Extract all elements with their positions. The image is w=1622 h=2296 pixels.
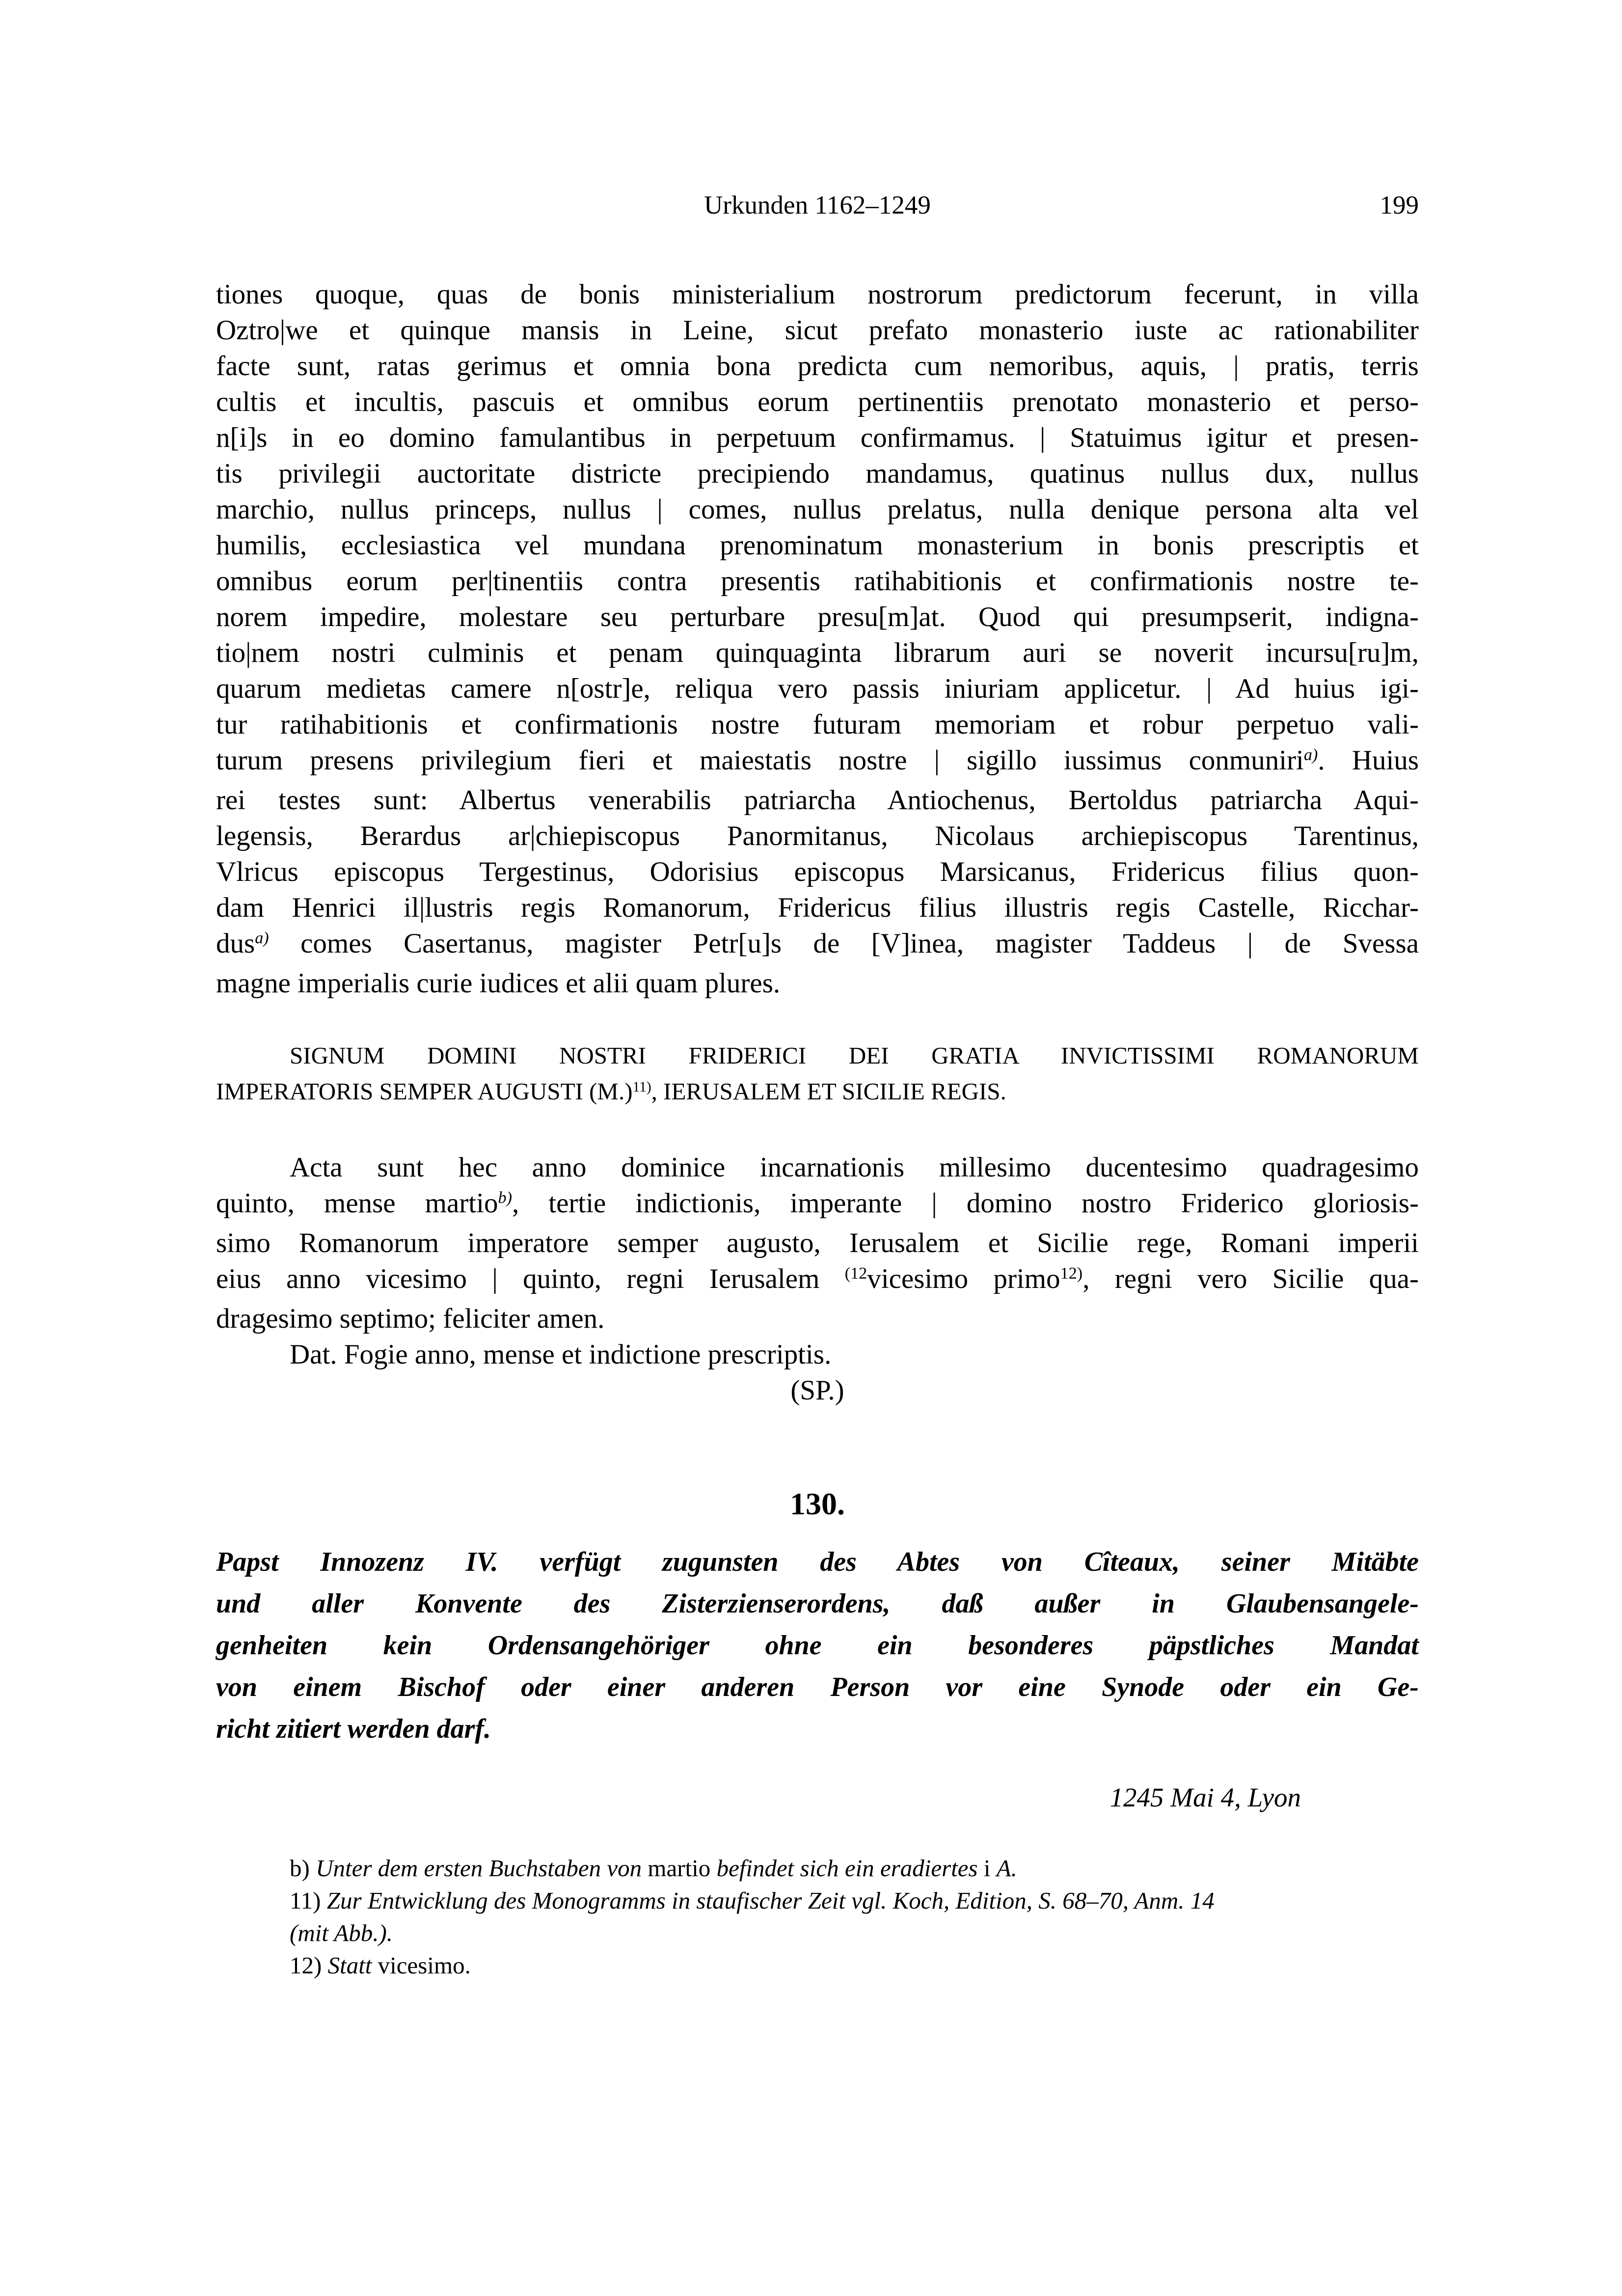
text-line: legensis, Berardus ar|chiepiscopus Panormitanus, Nicolaus archiepiscopus Tarentinus, bbox=[216, 820, 1419, 851]
text-line: 12) Statt vicesimo. bbox=[290, 1952, 471, 1979]
text-line: b) Unter dem ersten Buchstaben von martio befindet sich ein eradiertes i A. bbox=[290, 1855, 1017, 1882]
header-title: Urkunden 1162–1249 bbox=[704, 191, 931, 219]
text-line: von einem Bischof oder einer anderen Person vor eine Synode oder ein Ge- bbox=[216, 1672, 1419, 1702]
text-line: Dat. Fogie anno, mense et indictione prescriptis. bbox=[290, 1339, 832, 1370]
footnote-marker: a) bbox=[1303, 746, 1318, 765]
text-line: Acta sunt hec anno dominice incarnationis millesimo ducentesimo quadragesimo bbox=[290, 1152, 1419, 1183]
charter-129-acta bbox=[216, 1149, 1419, 1337]
text-line: dragesimo septimo; feliciter amen. bbox=[216, 1303, 605, 1334]
text-line: tiones quoque, quas de bonis ministerialium nostrorum predictorum fecerunt, in villa bbox=[216, 279, 1419, 310]
text-line: eius anno vicesimo | quinto, regni Ierusalem $^{(12}$vicesimo primo$^{12)}$, regni vero Sicilie qua- bbox=[216, 1263, 1419, 1294]
footnote-marker: a) bbox=[255, 929, 269, 948]
text-line: norem impedire, molestare seu perturbare presu[m]at. Quod qui presumpserit, indigna- bbox=[216, 601, 1419, 632]
text-line: tur ratihabitionis et confirmationis nostre futuram memoriam et robur perpetuo vali- bbox=[216, 709, 1419, 740]
text-line: tis privilegii auctoritate districte precipiendo mandamus, quatinus nullus dux, nullus bbox=[216, 458, 1419, 489]
seal-note: (SP.) bbox=[790, 1375, 844, 1406]
text-line: genheiten kein Ordensangehöriger ohne ein besonderes päpstliches Mandat bbox=[216, 1630, 1419, 1661]
text-line: quinto, mense martio$^{b)}$, tertie indictionis, imperante | domino nostro Friderico gloriosis- bbox=[216, 1188, 1419, 1219]
charter-130-summary bbox=[216, 1541, 1419, 1750]
charter-129-text bbox=[216, 276, 1419, 1001]
running-header bbox=[216, 189, 1419, 221]
charter-130-date: 1245 Mai 4, Lyon bbox=[1109, 1782, 1301, 1812]
text-line: simo Romanorum imperatore semper augusto, Ierusalem et Sicilie rege, Romani imperii bbox=[216, 1228, 1419, 1258]
text-line: Papst Innozenz IV. verfügt zugunsten des Abtes von Cîteaux, seiner Mitäbte bbox=[216, 1547, 1419, 1577]
text-line: n[i]s in eo domino famulantibus in perpetuum confirmamus. | Statuimus igitur et presen- bbox=[216, 422, 1419, 453]
text-line: turum presens privilegium fieri et maiestatis nostre | sigillo iussimus conmuniri$^{a)}$. Huius bbox=[216, 745, 1419, 776]
footnote-marker: 12) bbox=[1060, 1264, 1083, 1283]
text-line: (mit Abb.). bbox=[290, 1919, 393, 1946]
text-line: humilis, ecclesiastica vel mundana prenominatum monasterium in bonis prescriptis et bbox=[216, 530, 1419, 561]
text-line: richt zitiert werden darf. bbox=[216, 1714, 491, 1744]
text-line: marchio, nullus princeps, nullus | comes, nullus prelatus, nulla denique persona alta vel bbox=[216, 494, 1419, 525]
text-line: rei testes sunt: Albertus venerabilis patriarcha Antiochenus, Bertoldus patriarcha Aqui- bbox=[216, 785, 1419, 816]
text-line: SIGNUM DOMINI NOSTRI FRIDERICI DEI GRATIA INVICTISSIMI ROMANORUM bbox=[290, 1042, 1419, 1069]
text-line: facte sunt, ratas gerimus et omnia bona predicta cum nemoribus, aquis, | pratis, terris bbox=[216, 351, 1419, 382]
text-line: omnibus eorum per|tinentiis contra presentis ratihabitionis et confirmationis nostre te- bbox=[216, 566, 1419, 597]
text-line: 11) Zur Entwicklung des Monogramms in staufischer Zeit vgl. Koch, Edition, S. 68–70, Anm. 14 bbox=[290, 1887, 1215, 1914]
text-line: magne imperialis curie iudices et alii quam plures. bbox=[216, 968, 781, 999]
charter-129-signum bbox=[216, 1038, 1419, 1113]
text-line: tio|nem nostri culminis et penam quinquaginta librarum auri se noverit incursu[ru]m, bbox=[216, 637, 1419, 668]
text-line: IMPERATORIS SEMPER AUGUSTI $(M.)^{11)}$, IERUSALEM ET SICILIE REGIS. bbox=[216, 1078, 1006, 1105]
charter-130-number: 130. bbox=[790, 1486, 845, 1521]
text-line: und aller Konvente des Zisterzienserordens, daß außer in Glaubensangele- bbox=[216, 1588, 1419, 1619]
text-line: quarum medietas camere n[ostr]e, reliqua vero passis iniuriam applicetur. | Ad huius igi- bbox=[216, 673, 1419, 704]
text-line: Vlricus episcopus Tergestinus, Odorisius episcopus Marsicanus, Fridericus filius quon- bbox=[216, 856, 1419, 887]
page-number: 199 bbox=[1379, 191, 1419, 219]
text-line: dam Henrici il|lustris regis Romanorum, Fridericus filius illustris regis Castelle, Ricchar- bbox=[216, 892, 1419, 923]
footnote-marker: b) bbox=[498, 1189, 512, 1207]
text-line: Oztro|we et quinque mansis in Leine, sicut prefato monasterio iuste ac rationabiliter bbox=[216, 315, 1419, 346]
text-line: cultis et incultis, pascuis et omnibus eorum pertinentiis prenotato monasterio et perso- bbox=[216, 386, 1419, 417]
footnote-marker: 11) bbox=[632, 1079, 651, 1095]
footnotes-block bbox=[216, 1852, 1419, 1982]
charter-129-datum bbox=[216, 1337, 1419, 1372]
footnote-marker: (12 bbox=[844, 1264, 867, 1283]
text-line: dus$^{a)}$ comes Casertanus, magister Petr[u]s de [V]inea, magister Taddeus | de Svessa bbox=[216, 928, 1419, 959]
